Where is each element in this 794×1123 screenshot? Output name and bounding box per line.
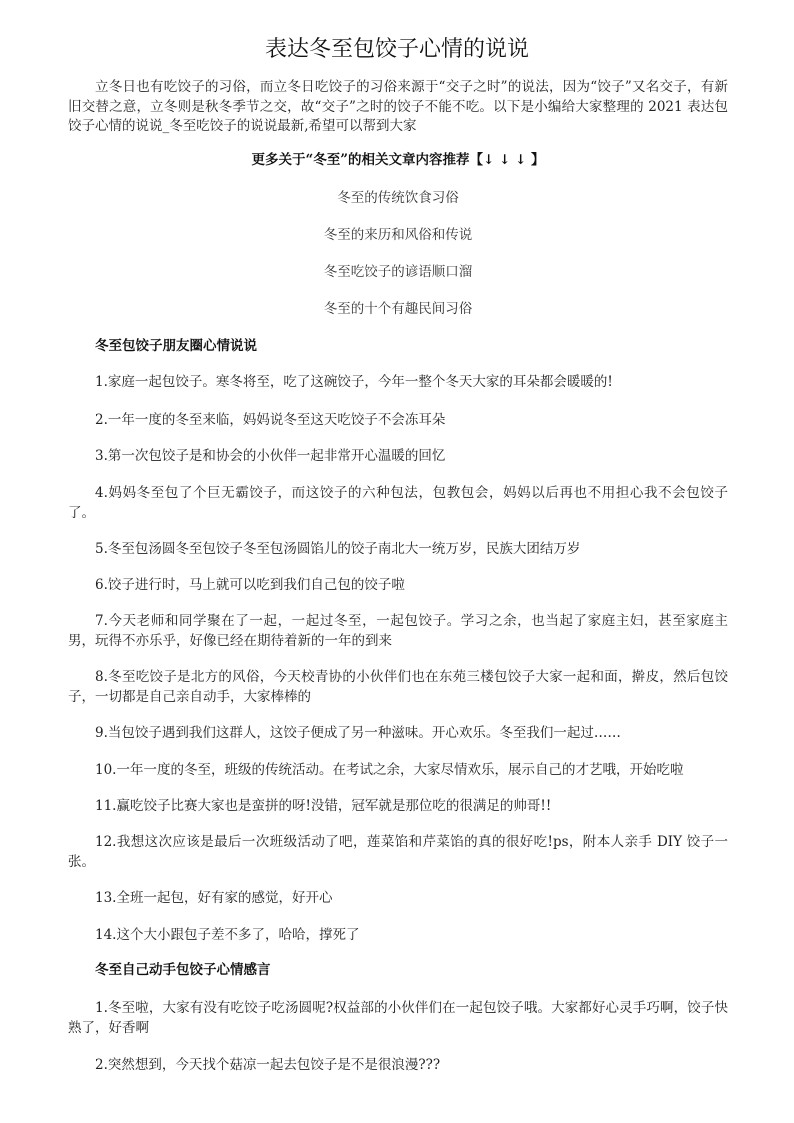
- list-item: 10.一年一度的冬至，班级的传统活动。在考试之余，大家尽情欢乐，展示自己的才艺哦，开始吃啦: [95, 762, 684, 778]
- list-item: 2.突然想到，今天找个菇凉一起去包饺子是不是很浪漫???: [95, 1057, 441, 1073]
- list-item: 13.全班一起包，好有家的感觉，好开心: [95, 890, 333, 906]
- section-heading: 冬至自己动手包饺子心情感言: [95, 962, 271, 978]
- list-item: 7.今天老师和同学聚在了一起，一起过冬至，一起包饺子。学习之余，也当起了家庭主妇，甚至家庭主男，玩得不亦乐乎，好像已经在期待着新的一年的到来: [68, 613, 728, 649]
- list-item: 5.冬至包汤圆冬至包饺子冬至包汤圆馅儿的饺子南北大一统万岁，民族大团结万岁: [95, 541, 581, 557]
- intro-paragraph: 立冬日也有吃饺子的习俗，而立冬日吃饺子的习俗来源于“交子之时”的说法，因为“饺子”又名交子，有新旧交替之意，立冬则是秋冬季节之交，故“交子”之时的饺子不能不吃。以下是小编给大家整理的 2021 表达包饺子心情的说说_冬至吃饺子的说说最新,希望可以帮到大家: [68, 79, 728, 134]
- related-link[interactable]: 冬至的来历和风俗和传说: [323, 227, 473, 243]
- list-item: 14.这个大小跟包子差不多了，哈哈，撑死了: [95, 927, 360, 943]
- page-title: 表达冬至包饺子心情的说说: [264, 37, 529, 62]
- list-item: 1.家庭一起包饺子。寒冬将至，吃了这碗饺子，今年一整个冬天大家的耳朵都会暖暖的!: [95, 374, 613, 390]
- list-item: 9.当包饺子遇到我们这群人，这饺子便成了另一种滋味。开心欢乐。冬至我们一起过……: [95, 725, 621, 741]
- recommend-heading: 更多关于“冬至”的相关文章内容推荐【↓ ↓ ↓ 】: [251, 152, 545, 168]
- list-item: 6.饺子进行时，马上就可以吃到我们自己包的饺子啦: [95, 577, 405, 593]
- related-link[interactable]: 冬至吃饺子的谚语顺口溜: [323, 264, 473, 280]
- list-item: 4.妈妈冬至包了个巨无霸饺子，而这饺子的六种包法，包教包会，妈妈以后再也不用担心我不会包饺子了。: [68, 485, 728, 521]
- list-item: 1.冬至啦，大家有没有吃饺子吃汤圆呢?权益部的小伙伴们在一起包饺子哦。大家都好心灵手巧啊，饺子快熟了，好香啊: [68, 1000, 728, 1036]
- related-link[interactable]: 冬至的传统饮食习俗: [337, 190, 459, 206]
- list-item: 2.一年一度的冬至来临，妈妈说冬至这天吃饺子不会冻耳朵: [95, 412, 446, 428]
- list-item: 12.我想这次应该是最后一次班级活动了吧，莲菜馅和芹菜馅的真的很好吃!ps，附本人亲手 DIY 饺子一张。: [68, 834, 728, 870]
- list-item: 3.第一次包饺子是和协会的小伙伴一起非常开心温暖的回忆: [95, 448, 446, 464]
- list-item: 8.冬至吃饺子是北方的风俗，今天校青协的小伙伴们也在东苑三楼包饺子大家一起和面，擀皮，然后包饺子，一切都是自己亲自动手，大家棒棒的: [68, 669, 728, 705]
- section-heading: 冬至包饺子朋友圈心情说说: [95, 338, 257, 354]
- related-link[interactable]: 冬至的十个有趣民间习俗: [323, 301, 473, 317]
- list-item: 11.赢吃饺子比赛大家也是蛮拼的呀!没错，冠军就是那位吃的很满足的帅哥!!: [95, 798, 552, 814]
